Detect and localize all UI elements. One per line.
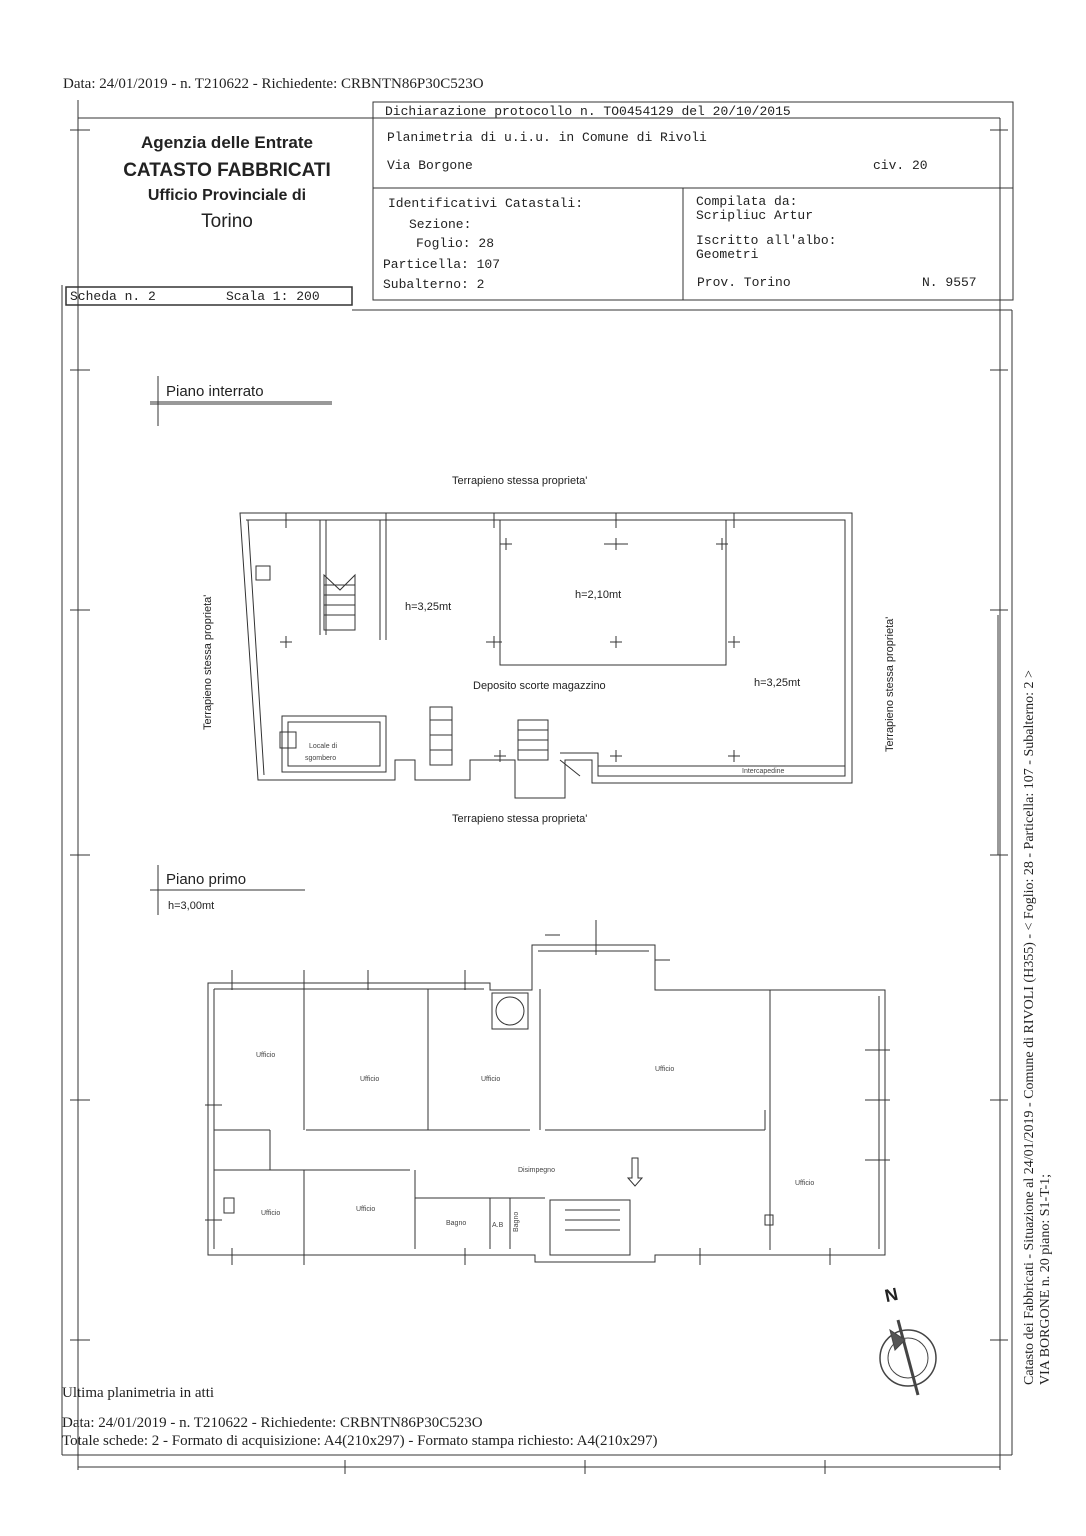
room-ufficio-4: Ufficio (655, 1066, 675, 1073)
albo: Geometri (696, 247, 759, 262)
north-label: N (882, 1283, 900, 1307)
room-ufficio-2: Ufficio (360, 1076, 380, 1083)
particella: Particella: 107 (383, 257, 501, 272)
sezione: Sezione: (409, 217, 472, 232)
footer-request-data: Data: 24/01/2019 - n. T210622 - Richiedente: CRBNTN86P30C523O (62, 1415, 483, 1431)
first-floor-plan (208, 945, 885, 1262)
numero-albo: N. 9557 (922, 275, 977, 290)
scheda: Scheda n. 2 (70, 289, 156, 304)
side-text-line-1: Catasto dei Fabbricati - Situazione al 24/01/2019 - Comune di RIVOLI (H355) - < Foglio: 28 - Particella: 107 - Subalterno: 2 > (1022, 670, 1037, 1385)
agency-line-4: Torino (201, 211, 253, 232)
terrapieno-bottom: Terrapieno stessa proprieta' (452, 813, 588, 825)
room-ufficio-7: Ufficio (356, 1206, 376, 1213)
agency-city (96, 211, 358, 233)
footer-ultima-planimetria: Ultima planimetria in atti (62, 1385, 215, 1401)
first-floor-title: Piano primo (166, 871, 247, 888)
agency-line-1: Agenzia delle Entrate (141, 133, 313, 152)
iscritto-albo: Iscritto all'albo: (696, 233, 837, 248)
room-bagno-1: Bagno (446, 1220, 467, 1227)
agency-line-3: Ufficio Provinciale di (147, 187, 307, 204)
room-ab: A.B (492, 1222, 504, 1229)
room-ufficio-1: Ufficio (256, 1052, 276, 1059)
room-disimpegno: Disimpegno (518, 1167, 555, 1174)
provincia: Prov. Torino (697, 275, 791, 290)
scala: Scala 1: 200 (226, 289, 320, 304)
height-325-right: h=3,25mt (754, 677, 801, 689)
terrapieno-right: Terrapieno stessa proprieta' (884, 616, 896, 752)
address-street: Via Borgone (387, 158, 473, 173)
sgombero-label: sgombero (305, 755, 337, 762)
room-ufficio-3: Ufficio (481, 1076, 501, 1083)
agency-name (96, 133, 358, 153)
height-325-left: h=3,25mt (405, 601, 452, 613)
basement-title: Piano interrato (166, 383, 264, 400)
deposito-label: Deposito scorte magazzino (473, 680, 606, 692)
compilata-da: Compilata da: (696, 194, 798, 209)
intercapedine-label: Intercapedine (742, 768, 785, 775)
terrapieno-top: Terrapieno stessa proprieta' (452, 475, 588, 487)
subalterno: Subalterno: 2 (383, 277, 485, 292)
agency-line-2: CATASTO FABBRICATI (123, 160, 331, 181)
footer-totale-schede: Totale schede: 2 - Formato di acquisizione: A4(210x297) - Formato stampa richiesto: A4(210x297) (62, 1433, 658, 1449)
identificativi-title: Identificativi Catastali: (388, 196, 584, 211)
compilatore: Scripliuc Artur (696, 208, 814, 223)
agency-catasto (96, 160, 358, 182)
room-ufficio-6: Ufficio (261, 1210, 281, 1217)
height-210: h=2,10mt (575, 589, 622, 601)
side-text-line-2: VIA BORGONE n. 20 piano: S1-T-1; (1038, 1173, 1053, 1385)
dichiarazione-protocollo: Dichiarazione protocollo n. TO0454129 del 20/10/2015 (385, 104, 791, 119)
address-civic: civ. 20 (873, 158, 928, 173)
north-arrow-graphic (880, 1320, 936, 1395)
first-floor-height: h=3,00mt (168, 900, 215, 912)
request-info-line: Data: 24/01/2019 - n. T210622 - Richiedente: CRBNTN86P30C523O (63, 76, 484, 92)
foglio: Foglio: 28 (416, 236, 495, 251)
locale-label: Locale di (309, 743, 338, 750)
room-bagno-2: Bagno (513, 1211, 520, 1232)
planimetria-title: Planimetria di u.i.u. in Comune di Rivoli (387, 130, 707, 145)
room-ufficio-5: Ufficio (795, 1180, 815, 1187)
agency-office (96, 187, 358, 205)
terrapieno-left: Terrapieno stessa proprieta' (202, 594, 214, 730)
